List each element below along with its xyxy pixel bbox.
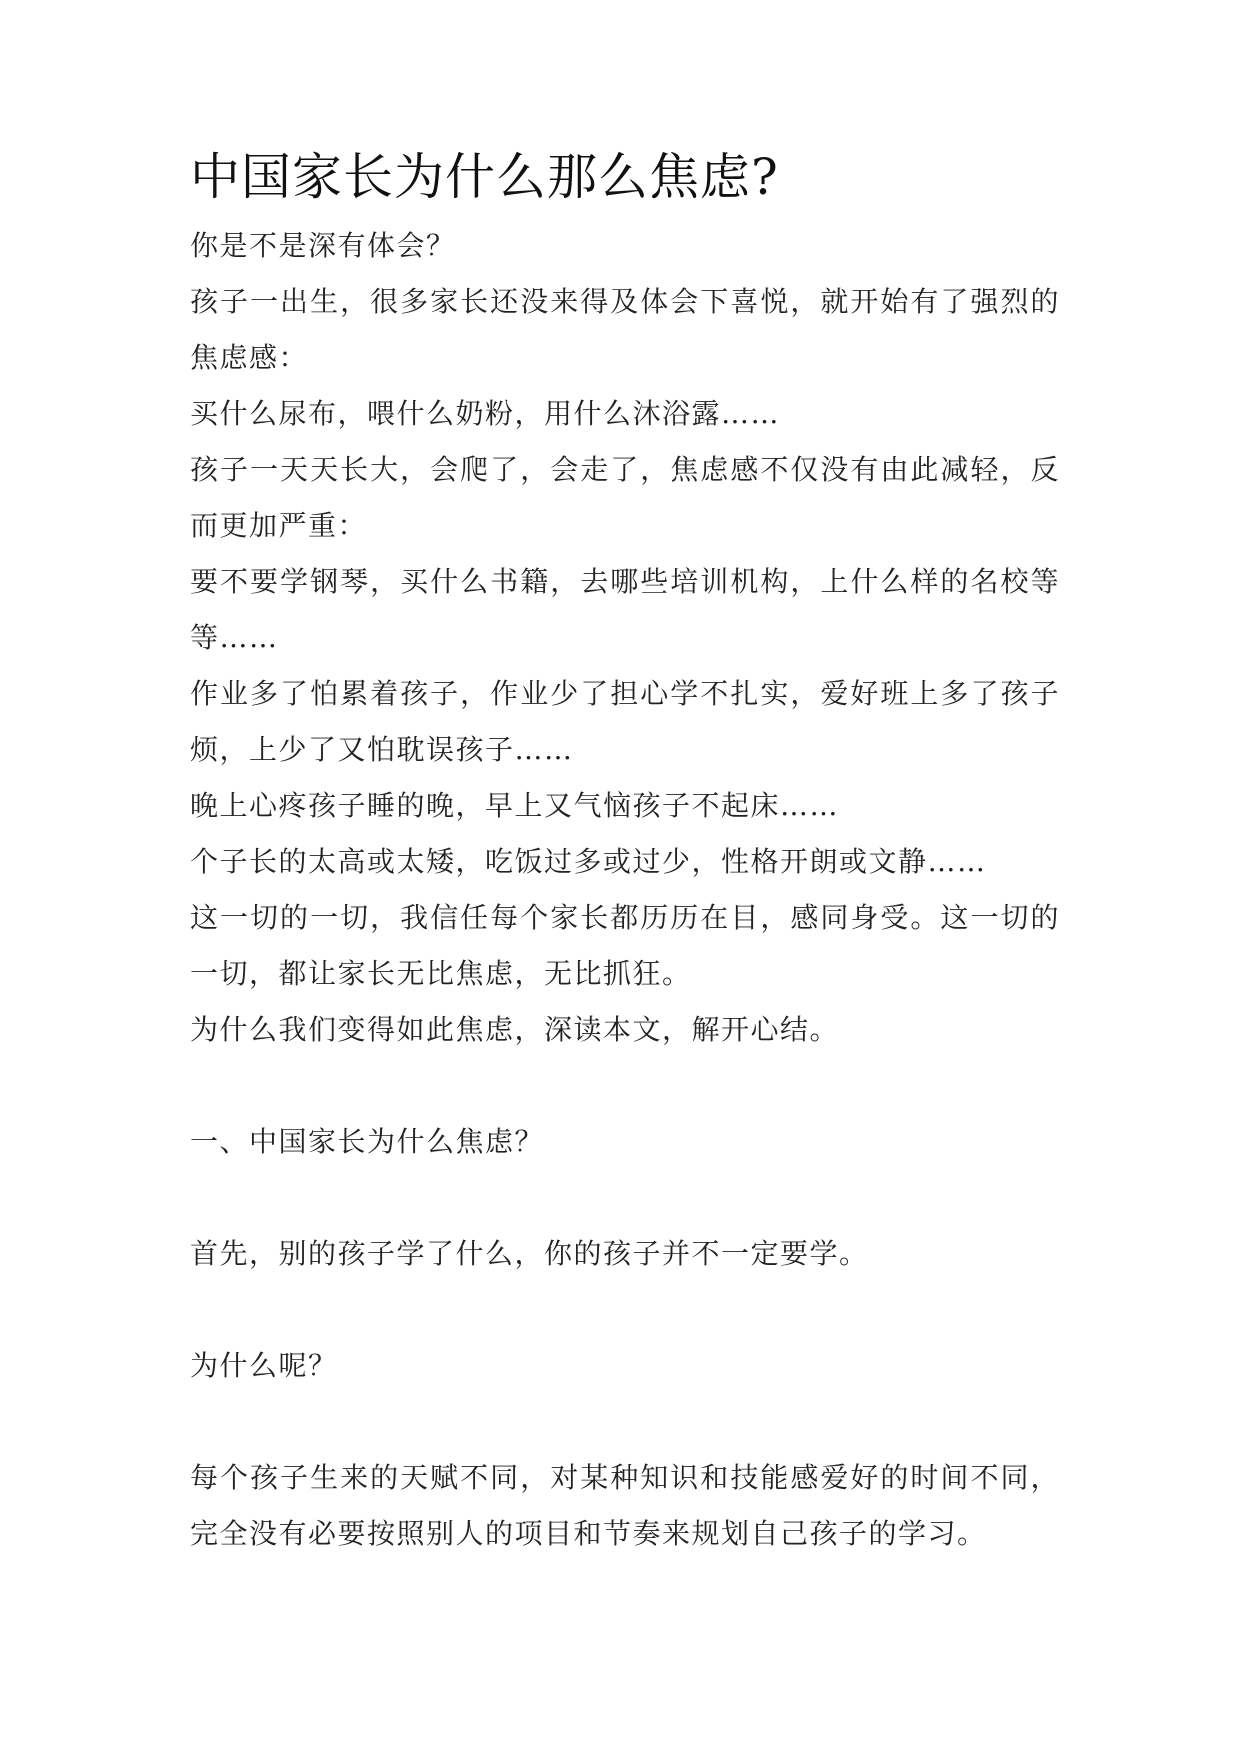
paragraph-gap [190, 1394, 1060, 1450]
intro-paragraph-piano: 要不要学钢琴，买什么书籍，去哪些培训机构，上什么样的名校等等…… [190, 565, 1060, 654]
section-point: 首先，别的孩子学了什么，你的孩子并不一定要学。 [190, 1237, 869, 1270]
intro-paragraph-sleep: 晚上心疼孩子睡的晚，早上又气恼孩子不起床…… [190, 789, 840, 822]
intro-paragraph-homework: 作业多了怕累着孩子，作业少了担心学不扎实，爱好班上多了孩子烦，上少了又怕耽误孩子…… [190, 677, 1060, 766]
paragraph-gap [190, 1282, 1060, 1338]
section-question: 为什么呢？ [190, 1349, 338, 1382]
document-body [190, 140, 1060, 1562]
intro-paragraph-diapers: 买什么尿布，喂什么奶粉，用什么沐浴露…… [190, 397, 781, 430]
section-heading: 一、中国家长为什么焦虑？ [190, 1125, 545, 1158]
intro-paragraph-height: 个子长的太高或太矮，吃饭过多或过少，性格开朗或文静…… [190, 845, 987, 878]
paragraph-gap [190, 1058, 1060, 1114]
intro-paragraph-everything: 这一切的一切，我信任每个家长都历历在目，感同身受。这一切的一切，都让家长无比焦虑，无比抓狂。 [190, 901, 1060, 990]
intro-paragraph-birth: 孩子一出生，很多家长还没来得及体会下喜悦，就开始有了强烈的焦虑感： [190, 285, 1060, 374]
document-title: 中国家长为什么那么焦虑? [190, 148, 779, 206]
intro-paragraph-why: 为什么我们变得如此焦虑，深读本文，解开心结。 [190, 1013, 840, 1046]
intro-paragraph-growing: 孩子一天天长大，会爬了，会走了，焦虑感不仅没有由此减轻，反而更加严重： [190, 453, 1060, 542]
section-explanation: 每个孩子生来的天赋不同，对某种知识和技能感爱好的时间不同，完全没有必要按照别人的项目和节奏来规划自己孩子的学习。 [190, 1461, 1060, 1550]
intro-question: 你是不是深有体会？ [190, 229, 456, 262]
paragraph-gap [190, 1170, 1060, 1226]
